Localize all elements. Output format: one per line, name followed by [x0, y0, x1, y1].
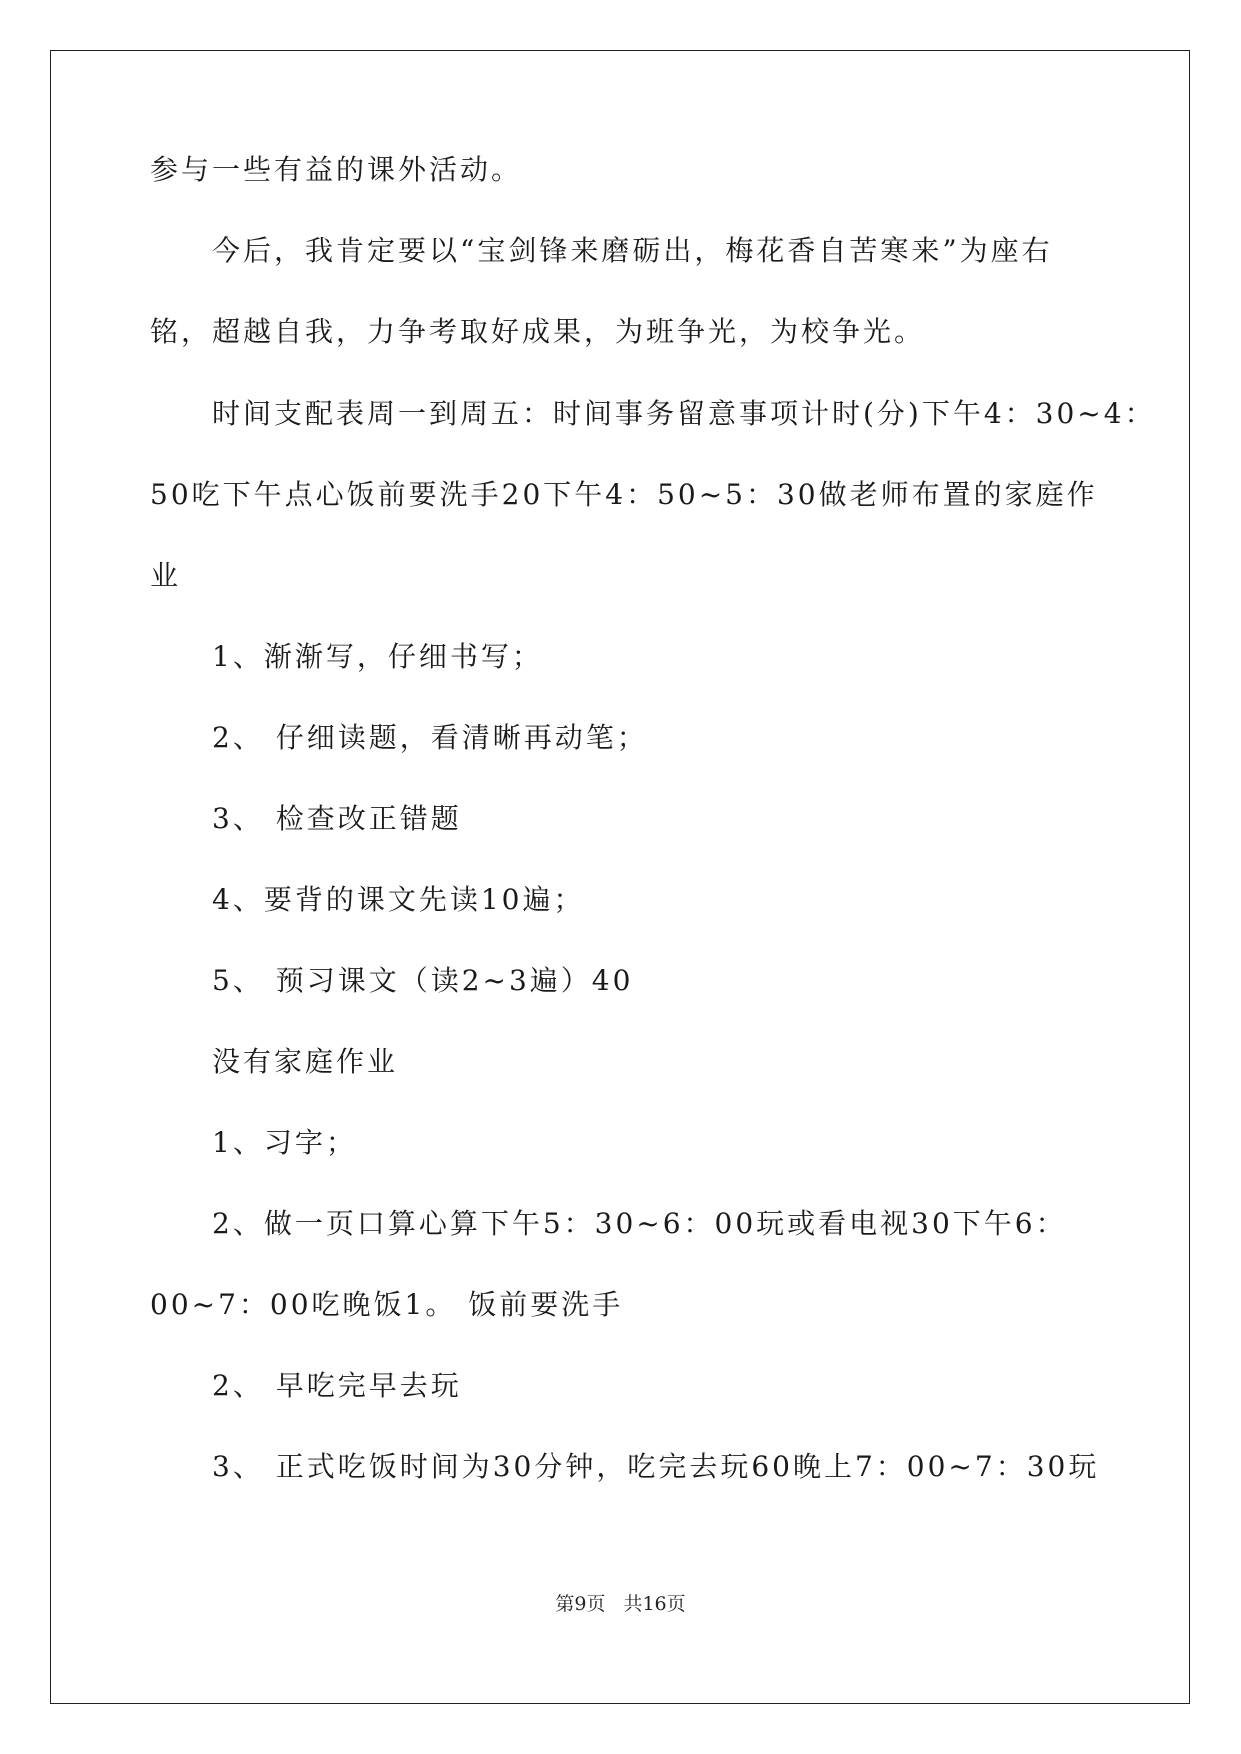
text-line: 时间支配表周一到周五：时间事务留意事项计时(分)下午4：30~4： [212, 397, 1156, 430]
text-line: 参与一些有益的课外活动。 [150, 153, 523, 186]
page-footer [0, 1592, 1241, 1616]
page-number: 第9页 [555, 1593, 606, 1615]
text-line: 铭，超越自我，力争考取好成果，为班争光，为校争光。 [150, 315, 926, 348]
text-line: 业 [150, 559, 182, 592]
text-line: 今后，我肯定要以“宝剑锋来磨砺出，梅花香自苦寒来”为座右 [212, 234, 1053, 267]
list-item: 5、 预习课文（读2~3遍）40 [212, 964, 634, 997]
list-item: 2、 早吃完早去玩 [212, 1369, 462, 1402]
list-item: 1、习字； [212, 1126, 357, 1159]
text-line: 没有家庭作业 [212, 1045, 399, 1078]
list-item: 3、 检查改正错题 [212, 802, 462, 835]
list-item: 1、渐渐写，仔细书写； [212, 640, 543, 673]
list-item: 2、 仔细读题，看清晰再动笔； [212, 721, 648, 754]
page-total: 共16页 [623, 1593, 686, 1615]
text-line: 00~7：00吃晚饭1。 饭前要洗手 [150, 1288, 624, 1321]
list-item: 2、做一页口算心算下午5：30~6：00玩或看电视30下午6： [212, 1207, 1067, 1240]
list-item: 3、 正式吃饭时间为30分钟，吃完去玩60晚上7：00~7：30玩 [212, 1450, 1100, 1483]
list-item: 4、要背的课文先读10遍； [212, 883, 585, 916]
text-line: 50吃下午点心饭前要洗手20下午4：50~5：30做老师布置的家庭作 [150, 478, 1098, 511]
